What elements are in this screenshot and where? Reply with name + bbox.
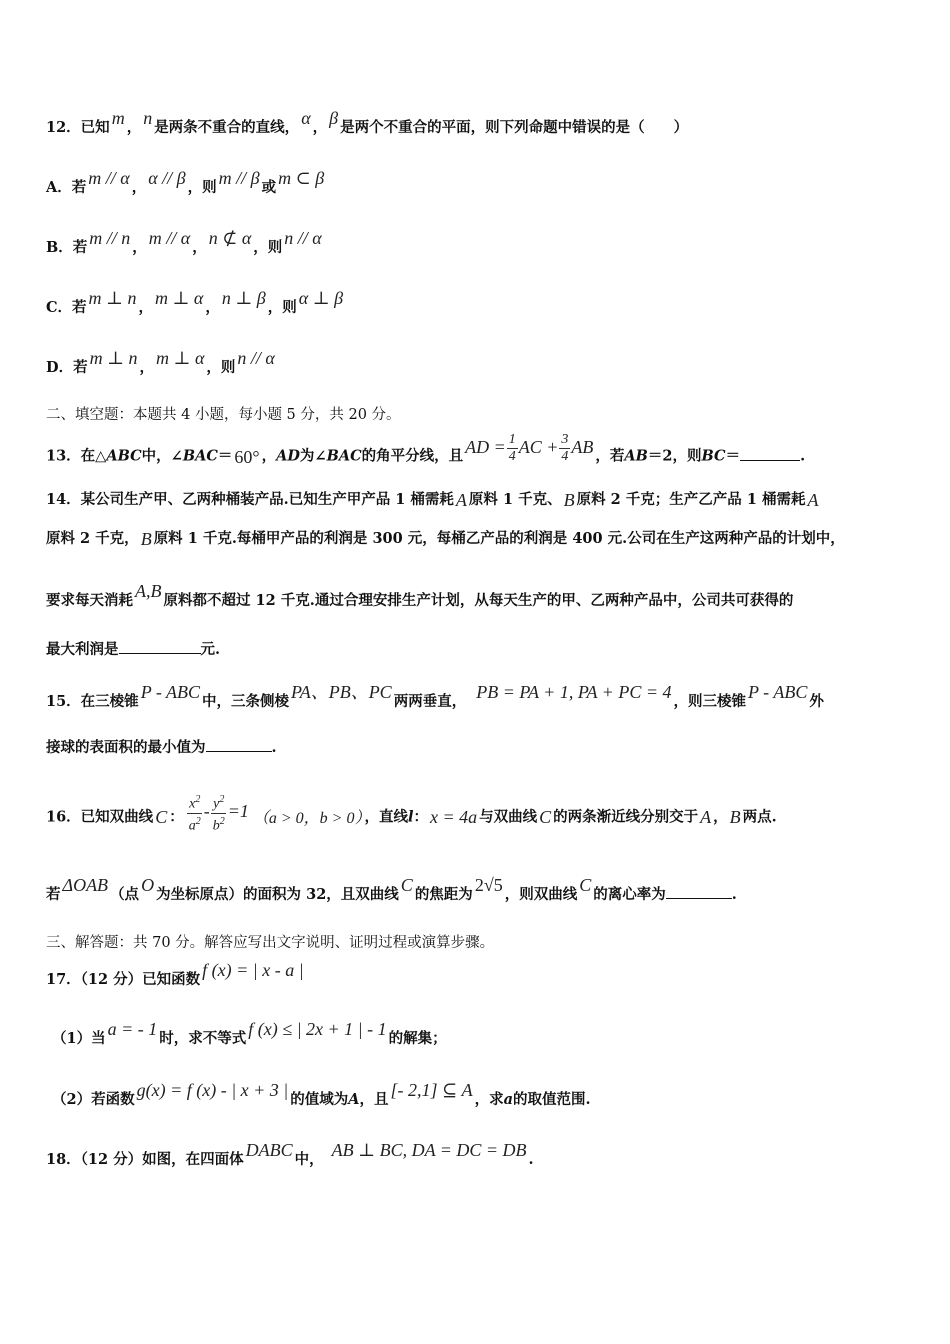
math-C: C bbox=[155, 807, 168, 828]
math-expr: m // n bbox=[89, 228, 131, 248]
math-expr: ΔOAB bbox=[62, 875, 109, 895]
q15-text: 两两垂直， bbox=[393, 693, 467, 710]
q13-var: AB bbox=[624, 447, 648, 465]
denominator: 4 bbox=[561, 449, 569, 464]
q12-text: 12．已知 bbox=[46, 119, 110, 136]
q14-text: 原料 2 千克；生产乙产品 1 桶需耗 bbox=[576, 491, 806, 508]
math-expr: m ⊂ β bbox=[278, 168, 325, 188]
q17-text: ，求 bbox=[474, 1091, 504, 1108]
math-expr: m ⊥ α bbox=[154, 288, 204, 308]
math-A: A bbox=[348, 1091, 360, 1108]
q15-text: . bbox=[271, 739, 277, 756]
q17-part-2 bbox=[52, 1080, 591, 1109]
q16-line-1 bbox=[46, 796, 777, 838]
q16-line-2 bbox=[46, 875, 737, 904]
math-expr: 2√5 bbox=[474, 875, 503, 895]
q13-var: BAC bbox=[182, 447, 218, 465]
q16-text: 的离心率为 bbox=[593, 886, 666, 903]
q17-text: 的取值范围. bbox=[513, 1091, 591, 1108]
q15-line-1 bbox=[46, 682, 824, 712]
math-B: B bbox=[729, 807, 741, 828]
math-expr: [- 2,1] ⊆ A bbox=[390, 1080, 473, 1100]
math-expr: a = - 1 bbox=[107, 1019, 158, 1039]
q17-text: 的值域为 bbox=[290, 1091, 349, 1108]
option-text: ， bbox=[138, 299, 153, 316]
q13-var: BAC bbox=[326, 447, 362, 465]
q12-text: 是两条不重合的直线， bbox=[154, 119, 300, 136]
q17-text: 17．（12 分）已知函数 bbox=[46, 971, 201, 988]
q15-text: ，则三棱锥 bbox=[673, 693, 746, 710]
q17-text: ，且 bbox=[359, 1091, 389, 1108]
math-expr: （a > 0，b > 0） bbox=[252, 810, 363, 828]
answer-blank[interactable] bbox=[119, 641, 201, 654]
option-text: ， bbox=[139, 359, 155, 376]
math-expr: m ⊥ α bbox=[156, 348, 205, 368]
fraction bbox=[187, 792, 203, 834]
math-expr: PA、PB、PC bbox=[291, 682, 392, 702]
option-text: ， bbox=[131, 179, 147, 196]
q12-text: ， bbox=[312, 119, 328, 136]
q13-var: BC bbox=[701, 447, 726, 465]
math-expr: g(x) = f (x) - | x + 3 | bbox=[136, 1080, 289, 1100]
math-vector-eq bbox=[465, 432, 594, 464]
math-expr: m // β bbox=[218, 168, 260, 188]
q15-text: 外 bbox=[809, 693, 824, 710]
option-label: B．若 bbox=[46, 239, 88, 256]
q12-text: 是两个不重合的平面，则下列命题中错误的是（ ） bbox=[340, 119, 689, 136]
math-angle: 60° bbox=[234, 446, 260, 467]
math-expr: α ⊥ β bbox=[298, 288, 344, 308]
math-m: m bbox=[111, 108, 125, 128]
math-expr: AB ⊥ BC, DA = DC = DB bbox=[331, 1140, 527, 1160]
q15-text: 中，三条侧棱 bbox=[202, 693, 290, 710]
math-l: l bbox=[407, 808, 414, 826]
q12-option-c bbox=[46, 288, 345, 317]
fraction bbox=[559, 432, 570, 465]
math-C: C bbox=[400, 875, 413, 895]
numerator: $x^2$ bbox=[189, 794, 201, 812]
q17-text: 的解集； bbox=[388, 1030, 447, 1047]
q16-text: ： bbox=[169, 808, 184, 826]
math-expr: f (x) ≤ | 2x + 1 | - 1 bbox=[248, 1019, 387, 1039]
q12-stem bbox=[46, 108, 689, 137]
math-B: B bbox=[140, 529, 152, 549]
math-expr: x = 4a bbox=[429, 807, 478, 828]
math-A: A bbox=[807, 490, 819, 510]
denominator: $a^2$ bbox=[188, 815, 201, 834]
math-expr: n ⊥ β bbox=[221, 288, 266, 308]
q12-option-b bbox=[46, 228, 324, 257]
math-O: O bbox=[141, 875, 155, 895]
math-expr: n // α bbox=[237, 348, 275, 368]
answer-blank[interactable] bbox=[740, 448, 800, 461]
denominator: $b^2$ bbox=[212, 815, 225, 834]
q16-text: 与双曲线 bbox=[479, 808, 538, 826]
q13-text: 13．在△ bbox=[46, 447, 107, 465]
option-text: 或 bbox=[261, 179, 277, 196]
q14-line-4 bbox=[46, 638, 220, 659]
math-op: =1 bbox=[227, 801, 249, 822]
q15-text: 接球的表面积的最小值为 bbox=[46, 739, 206, 756]
q16-text: . bbox=[731, 886, 737, 903]
math-expr: n // α bbox=[284, 228, 322, 248]
option-text: ， bbox=[132, 239, 147, 256]
math-expr: f (x) = | x - a | bbox=[202, 960, 304, 980]
q14-text: 原料 2 千克， bbox=[46, 530, 139, 547]
q12-text: ， bbox=[126, 119, 142, 136]
q16-text: 若 bbox=[46, 886, 61, 903]
math-A: A bbox=[455, 490, 467, 510]
q13-text: ， bbox=[261, 447, 277, 465]
q18-stem bbox=[46, 1140, 534, 1169]
q13-text: ，若 bbox=[595, 447, 625, 465]
q13-var: AD bbox=[276, 447, 300, 465]
math-expr: AB bbox=[571, 436, 594, 457]
q15-line-2 bbox=[46, 736, 277, 757]
option-label: C．若 bbox=[46, 299, 87, 316]
q13-text: 的角平分线，且 bbox=[361, 447, 464, 465]
math-expr: n ⊄ α bbox=[208, 228, 252, 248]
q18-text: 中， bbox=[294, 1151, 324, 1168]
fraction bbox=[507, 432, 518, 465]
denominator: 4 bbox=[508, 449, 516, 464]
q16-text: 的焦距为 bbox=[414, 886, 473, 903]
q13 bbox=[46, 432, 806, 473]
math-expr: AD = bbox=[465, 436, 506, 457]
math-n: n bbox=[143, 108, 153, 128]
option-text: ， bbox=[192, 239, 207, 256]
option-text: ， bbox=[205, 299, 220, 316]
math-AB: A,B bbox=[135, 581, 162, 601]
q17-text: （2）若函数 bbox=[52, 1091, 135, 1108]
q16-text: （点 bbox=[110, 886, 140, 903]
q13-text: ＝ bbox=[217, 447, 233, 465]
q17-text: 时，求不等式 bbox=[159, 1030, 247, 1047]
q16-text: ，则双曲线 bbox=[504, 886, 578, 903]
section-3-heading: 三、解答题：共 70 分。解答应写出文字说明、证明过程或演算步骤。 bbox=[46, 935, 495, 951]
q14-text: 原料都不超过 12 千克.通过合理安排生产计划，从每天生产的甲、乙两种产品中，公司共可获得的 bbox=[163, 592, 794, 609]
q16-text: ，直线 bbox=[364, 808, 408, 826]
numerator: 3 bbox=[561, 432, 569, 447]
math-expr: AC + bbox=[518, 436, 559, 457]
answer-blank[interactable] bbox=[666, 886, 732, 899]
math-expr: α // β bbox=[148, 168, 186, 188]
numerator: $y^2$ bbox=[213, 794, 225, 812]
q14-text: 原料 1 千克、 bbox=[468, 491, 562, 508]
math-var: y bbox=[213, 796, 220, 812]
q16-text: ， bbox=[713, 808, 728, 826]
option-text: ，则 bbox=[253, 239, 283, 256]
math-expr: DABC bbox=[245, 1140, 293, 1160]
math-expr: P - ABC bbox=[140, 682, 201, 702]
q16-text: ： bbox=[413, 808, 428, 826]
math-var: b bbox=[212, 818, 220, 834]
q14-line-1 bbox=[46, 488, 820, 509]
math-a: a bbox=[503, 1091, 513, 1108]
q13-text: ＝ bbox=[725, 447, 741, 465]
math-B: B bbox=[563, 490, 575, 510]
q17-stem bbox=[46, 960, 306, 989]
q16-text: 为坐标原点）的面积为 32，且双曲线 bbox=[156, 886, 399, 903]
q18-text: . bbox=[528, 1151, 534, 1168]
q14-text: 原料 1 千克.每桶甲产品的利润是 300 元，每桶乙产品的利润是 400 元.公司在生产这两种产品的计划中， bbox=[153, 530, 845, 547]
section-2-heading: 二、填空题：本题共 4 小题，每小题 5 分，共 20 分。 bbox=[46, 407, 401, 423]
math-hyperbola bbox=[186, 794, 249, 834]
math-expr: m // α bbox=[88, 168, 130, 188]
math-A: A bbox=[700, 807, 712, 828]
math-expr: m ⊥ n bbox=[89, 348, 138, 368]
q14-text: 元. bbox=[200, 641, 221, 658]
math-alpha: α bbox=[301, 108, 311, 128]
answer-blank[interactable] bbox=[206, 739, 272, 752]
option-text: ，则 bbox=[187, 179, 217, 196]
math-expr: m ⊥ n bbox=[88, 288, 137, 308]
q14-line-3 bbox=[46, 581, 794, 610]
math-C: C bbox=[579, 875, 592, 895]
q14-text: 14．某公司生产甲、乙两种桶装产品.已知生产甲产品 1 桶需耗 bbox=[46, 491, 454, 508]
q14-text: 要求每天消耗 bbox=[46, 592, 133, 609]
fraction bbox=[211, 792, 227, 834]
math-C: C bbox=[539, 807, 552, 828]
q17-text: （1）当 bbox=[52, 1030, 106, 1047]
math-expr: P - ABC bbox=[747, 682, 808, 702]
math-expr: PB = PA + 1, PA + PC = 4 bbox=[476, 682, 672, 702]
q17-part-1 bbox=[52, 1019, 447, 1048]
q14-text: 最大利润是 bbox=[46, 641, 119, 658]
q13-text: 中，∠ bbox=[141, 447, 183, 465]
option-label: A．若 bbox=[46, 179, 87, 196]
math-var: x bbox=[189, 796, 196, 812]
q13-text: 为∠ bbox=[299, 447, 327, 465]
q16-text: 两点. bbox=[742, 808, 777, 826]
q13-var: ABC bbox=[106, 447, 142, 465]
q15-text: 15．在三棱锥 bbox=[46, 693, 139, 710]
q18-text: 18．（12 分）如图，在四面体 bbox=[46, 1151, 244, 1168]
q13-text: . bbox=[800, 447, 806, 465]
option-text: ，则 bbox=[267, 299, 297, 316]
math-var: a bbox=[188, 818, 196, 834]
numerator: 1 bbox=[508, 432, 516, 447]
q13-text: ＝2，则 bbox=[647, 447, 702, 465]
math-beta: β bbox=[329, 108, 339, 128]
q12-option-a bbox=[46, 168, 326, 197]
option-text: ，则 bbox=[206, 359, 236, 376]
q16-text: 16．已知双曲线 bbox=[46, 808, 154, 826]
q12-option-d bbox=[46, 348, 277, 377]
q14-line-2 bbox=[46, 527, 845, 548]
option-label: D．若 bbox=[46, 359, 88, 376]
q16-text: 的两条渐近线分别交于 bbox=[553, 808, 699, 826]
math-op: - bbox=[203, 801, 210, 822]
math-expr: m // α bbox=[148, 228, 191, 248]
